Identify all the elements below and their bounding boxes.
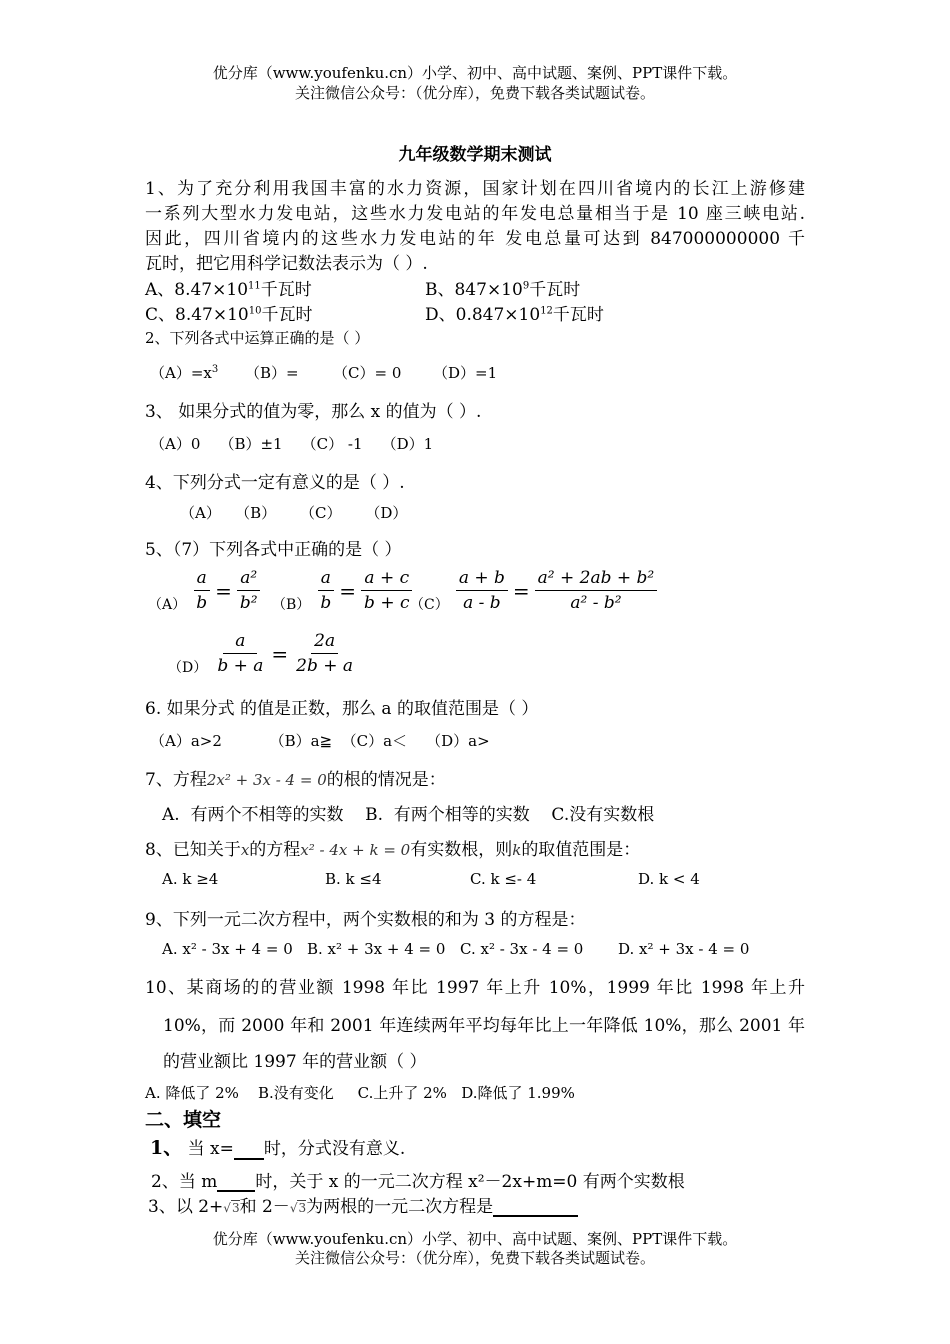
q5-stem: 5、（7）下列各式中正确的是（ ） — [145, 540, 402, 560]
q5-b-lhs-den: b — [320, 593, 332, 613]
section-2-heading: 二、填空 — [145, 1109, 222, 1131]
fill-3-post: 为两根的一元二次方程是 — [306, 1197, 494, 1217]
q5-label-a: （A） — [148, 597, 187, 613]
q5-c-rhs — [535, 567, 658, 614]
q2-option-b: （B）= — [245, 364, 299, 382]
fill-3-sqrt-1: √3 — [223, 1201, 240, 1215]
q5-d-rhs-num: 2a — [311, 630, 338, 654]
fill-3-pre: 3、以 2+ — [148, 1197, 224, 1217]
q1-option-b-unit: 千瓦时 — [529, 280, 581, 300]
q2-option-a — [150, 362, 218, 383]
q7-stem — [145, 765, 446, 790]
q5-d-eq: = — [271, 641, 289, 666]
q7-options: A. 有两个不相等的实数 B. 有两个相等的实数 C.没有实数根 — [162, 805, 655, 825]
q9-option-b: B. x² + 3x + 4 = 0 — [307, 940, 446, 958]
q5-d-lhs-den: b + a — [217, 656, 264, 676]
q5-option-d — [168, 630, 358, 677]
q5-a-eq: = — [215, 578, 232, 603]
q1-option-d-exp: 12 — [540, 305, 553, 317]
q8-stem-post: 的取值范围是： — [521, 840, 641, 860]
q7-stem-pre: 7、方程 — [145, 770, 207, 790]
fill-2-blank[interactable] — [217, 1172, 255, 1192]
q1-option-b-text: B、847×10 — [425, 280, 523, 300]
q5-c-eq: = — [512, 578, 530, 603]
q3-options: （A）0 （B）±1 （C） -1 （D）1 — [150, 435, 434, 453]
q5-b-rhs-den: b + c — [364, 593, 410, 613]
fill-2-pre: 2、当 m — [151, 1172, 218, 1192]
fill-3-sqrt-2-value: 3 — [298, 1201, 307, 1215]
q1-option-b — [425, 275, 580, 300]
q10-options: A. 降低了 2% B.没有变化 C.上升了 2% D.降低了 1.99% — [145, 1084, 575, 1102]
footer-line-2: 关注微信公众号：（优分库），免费下载各类试题试卷。 — [294, 1249, 655, 1267]
q5-a-rhs — [237, 567, 261, 614]
q8-var-x: x — [240, 841, 250, 859]
q2-stem: 2、下列各式中运算正确的是（ ） — [145, 329, 370, 347]
footer-line-1: 优分库（www.youfenku.cn）小学、初中、高中试题、案例、PPT课件下载。 — [212, 1230, 738, 1248]
q5-a-lhs-num: a — [194, 567, 210, 591]
fill-3-blank[interactable] — [493, 1197, 578, 1217]
q6-stem: 6. 如果分式 的值是正数，那么 a 的取值范围是（ ） — [145, 699, 539, 719]
q8-var-k: k — [512, 841, 522, 859]
q9-option-c: C. x² - 3x - 4 = 0 — [460, 940, 584, 958]
q5-a-rhs-den: b² — [239, 593, 258, 613]
q5-b-rhs — [361, 567, 412, 614]
q1-option-c-exp: 10 — [248, 305, 262, 317]
q1-option-a-unit: 千瓦时 — [260, 280, 312, 300]
q7-stem-post: 的根的情况是： — [326, 770, 446, 790]
q1-option-d — [425, 300, 604, 325]
q4-stem: 4、下列分式一定有意义的是（ ）. — [145, 473, 405, 493]
q5-label-d: （D） — [168, 660, 208, 676]
q3-stem: 3、 如果分式的值为零，那么 x 的值为（ ）. — [145, 402, 482, 422]
q9-stem: 9、下列一元二次方程中，两个实数根的和为 3 的方程是： — [145, 910, 586, 930]
q8-equation: x² - 4x + k = 0 — [300, 841, 411, 859]
q5-d-lhs-num: a — [223, 630, 257, 654]
q1-line-4: 瓦时，把它用科学记数法表示为（ ）. — [145, 254, 428, 274]
fill-1-post: 时，分式没有意义. — [263, 1139, 406, 1159]
q5-c-lhs — [456, 567, 508, 614]
fill-3-sqrt-2: √3 — [289, 1201, 307, 1215]
q8-option-d: D. k < 4 — [638, 870, 700, 888]
fill-1-pre: 当 x= — [187, 1139, 234, 1159]
q1-line-1: 1、为了充分利用我国丰富的水力资源，国家计划在四川省境内的长江上游修建 — [145, 179, 805, 199]
q8-stem-mid: 的方程 — [249, 840, 301, 860]
q5-b-eq: = — [339, 578, 357, 603]
q5-option-c — [410, 567, 659, 614]
fill-3 — [148, 1192, 578, 1217]
q5-d-rhs — [293, 630, 356, 677]
q5-b-lhs-num: a — [318, 567, 334, 591]
q5-b-rhs-num: a + c — [361, 567, 412, 591]
q1-option-a-text: A、8.47×10 — [145, 280, 249, 300]
q9-option-d: D. x² + 3x - 4 = 0 — [618, 940, 750, 958]
q7-equation: 2x² + 3x - 4 = 0 — [206, 771, 327, 789]
q5-c-rhs-num: a² + 2ab + b² — [535, 567, 658, 591]
q8-option-c: C. k ≤- 4 — [470, 870, 537, 888]
q2-option-a-text: （A）=x — [150, 364, 212, 382]
q10-line-1: 10、某商场的的营业额 1998 年比 1997 年上升 10%，1999 年比 1998 年上升 — [145, 978, 805, 998]
q5-label-c: （C） — [410, 597, 449, 613]
q8-stem-pre: 8、已知关于 — [145, 840, 241, 860]
q1-option-c-text: C、8.47×10 — [145, 305, 249, 325]
q4-options: （A） （B） （C） （D） — [180, 504, 408, 522]
q1-option-a — [145, 275, 312, 300]
q1-option-a-exp: 11 — [248, 280, 261, 292]
q9-option-a: A. x² - 3x + 4 = 0 — [162, 940, 293, 958]
q2-option-c: （C）= 0 — [333, 364, 402, 382]
header-line-1: 优分库（www.youfenku.cn）小学、初中、高中试题、案例、PPT课件下载。 — [212, 64, 738, 82]
page-title: 九年级数学期末测试 — [398, 145, 552, 165]
q8-option-b: B. k ≤4 — [325, 870, 382, 888]
q5-d-lhs — [214, 630, 266, 677]
q5-a-rhs-num: a² — [237, 567, 260, 591]
fill-1-blank[interactable] — [234, 1140, 264, 1160]
q8-stem-mid2: 有实数根，则 — [410, 840, 513, 860]
q6-options: （A）a>2 （B）a≧ （C）a＜ （D）a> — [150, 732, 490, 750]
fill-1 — [150, 1133, 405, 1160]
q5-b-lhs — [317, 567, 334, 614]
q1-option-c — [145, 300, 312, 325]
q2-option-a-exp: 3 — [211, 364, 219, 375]
q1-option-d-unit: 千瓦时 — [552, 305, 604, 325]
q5-d-rhs-den: 2b + a — [296, 656, 354, 676]
fill-1-number: 1、 — [150, 1137, 183, 1159]
fill-3-sqrt-1-value: 3 — [231, 1201, 240, 1215]
q1-option-c-unit: 千瓦时 — [261, 305, 313, 325]
header-line-2: 关注微信公众号：（优分库），免费下载各类试题试卷。 — [294, 84, 655, 102]
fill-2-post: 时，关于 x 的一元二次方程 x²－2x+m=0 有两个实数根 — [255, 1172, 685, 1192]
q8-stem — [145, 835, 640, 860]
fill-3-mid: 和 2－ — [239, 1197, 290, 1217]
q5-c-lhs-num: a + b — [456, 567, 508, 591]
q5-c-lhs-den: a - b — [463, 593, 501, 613]
q10-line-2: 10%，而 2000 年和 2001 年连续两年平均每年比上一年降低 10%，那么 2001 年 — [163, 1016, 805, 1036]
q5-a-lhs — [193, 567, 210, 614]
q2-option-d: （D）=1 — [433, 364, 498, 382]
q1-line-2: 一系列大型水力发电站，这些水力发电站的年发电总量相当于是 10 座三峡电站. — [145, 204, 805, 224]
fill-2 — [151, 1167, 685, 1192]
q5-option-b — [272, 567, 415, 614]
q5-label-b: （B） — [272, 597, 311, 613]
q5-c-rhs-den: a² - b² — [570, 593, 622, 613]
q1-option-d-text: D、0.847×10 — [425, 305, 541, 325]
q8-option-a: A. k ≥4 — [162, 870, 219, 888]
q5-a-lhs-den: b — [196, 593, 208, 613]
q1-line-3: 因此，四川省境内的这些水力发电站的年 发电总量可达到 847000000000 千 — [145, 229, 805, 249]
q5-option-a — [148, 567, 263, 614]
q1-option-b-exp: 9 — [522, 280, 530, 292]
q10-line-3: 的营业额比 1997 年的营业额（ ） — [163, 1052, 427, 1072]
